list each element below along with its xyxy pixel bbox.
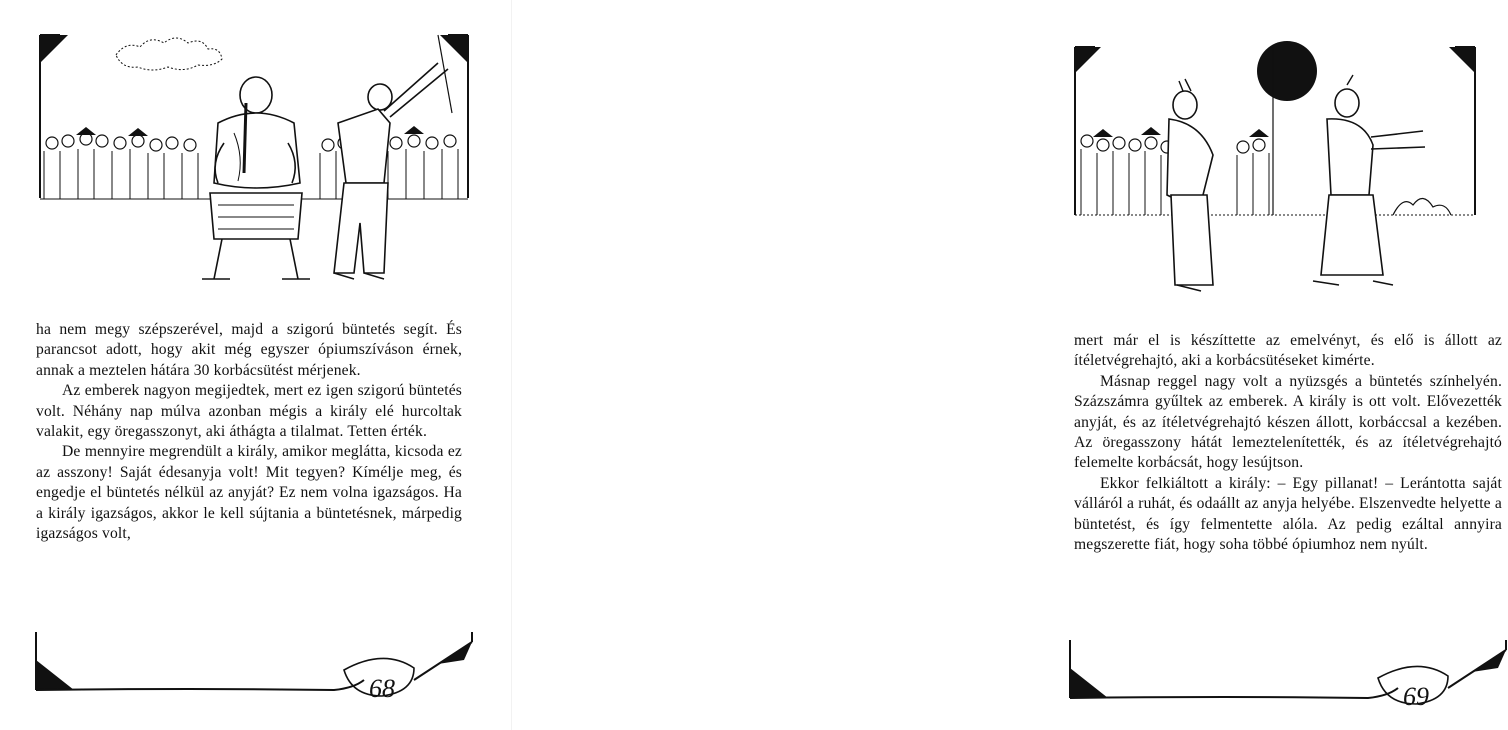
left-illustration: [38, 33, 470, 297]
page-number: 69: [1403, 682, 1429, 711]
left-page: [0, 0, 512, 730]
paragraph: Ekkor felkiáltott a király: – Egy pillanat! – Lerántotta saját válláról a ruhát, és odaállt az anyja helyébe. Elszenvedte helyette a büntetést, és így felmentette alóla. Az pedig ezáltal annyira megszerette fiát, hogy soha többé ópiumhoz nem nyúlt.: [1074, 474, 1502, 554]
left-illustration-art: [38, 33, 470, 297]
paragraph: De mennyire megrendült a király, amikor meglátta, kicsoda ez az asszony! Saját édesanyja volt! Mit tegyen? Kímélje meg, és engedje el büntetés nélkül az anyját? Ez nem volna igazságos. Ha a király igazságos, akkor le kell sújtania a büntetésnek, márpedig igazságos volt,: [36, 443, 462, 543]
paragraph: mert már el is készíttette az emelvényt, és elő is állott az ítéletvégrehajtó, aki a korbácsütéseket kimérte.: [1074, 332, 1502, 370]
paragraph: Az emberek nagyon megijedtek, mert ez igen szigorú büntetés volt. Néhány nap múlva azonban mégis a király elé hurcoltak valakit, egy öregasszonyt, aki áthágta a tilalmat. Tetten érték.: [36, 382, 462, 441]
page-number: 68: [369, 674, 395, 703]
left-page-text: [36, 320, 462, 544]
paragraph: Másnap reggel nagy volt a nyüzsgés a büntetés színhelyén. Százszámra gyűltek az emberek. A király is ott volt. Elővezették anyját, és az ítéletvégrehajtó készen állott, korbáccsal a kezében. Az öregasszony hátát lemeztelenítették, és az ítéletvégrehajtó felemelte korbácsát, hogy lesújtson.: [1074, 372, 1502, 472]
right-page-footer-ornament: [1068, 638, 1508, 718]
right-page: [512, 0, 1502, 730]
right-illustration: [1073, 45, 1477, 297]
right-illustration-art: [1073, 45, 1477, 297]
left-page-footer-ornament: [34, 630, 474, 710]
paragraph: ha nem megy szépszerével, majd a szigorú büntetés segít. És parancsot adott, hogy akit még egyszer ópiumszíváson érnek, annak a meztelen hátára 30 korbácsütést mérjenek.: [36, 321, 462, 379]
right-page-text: [1074, 331, 1502, 555]
